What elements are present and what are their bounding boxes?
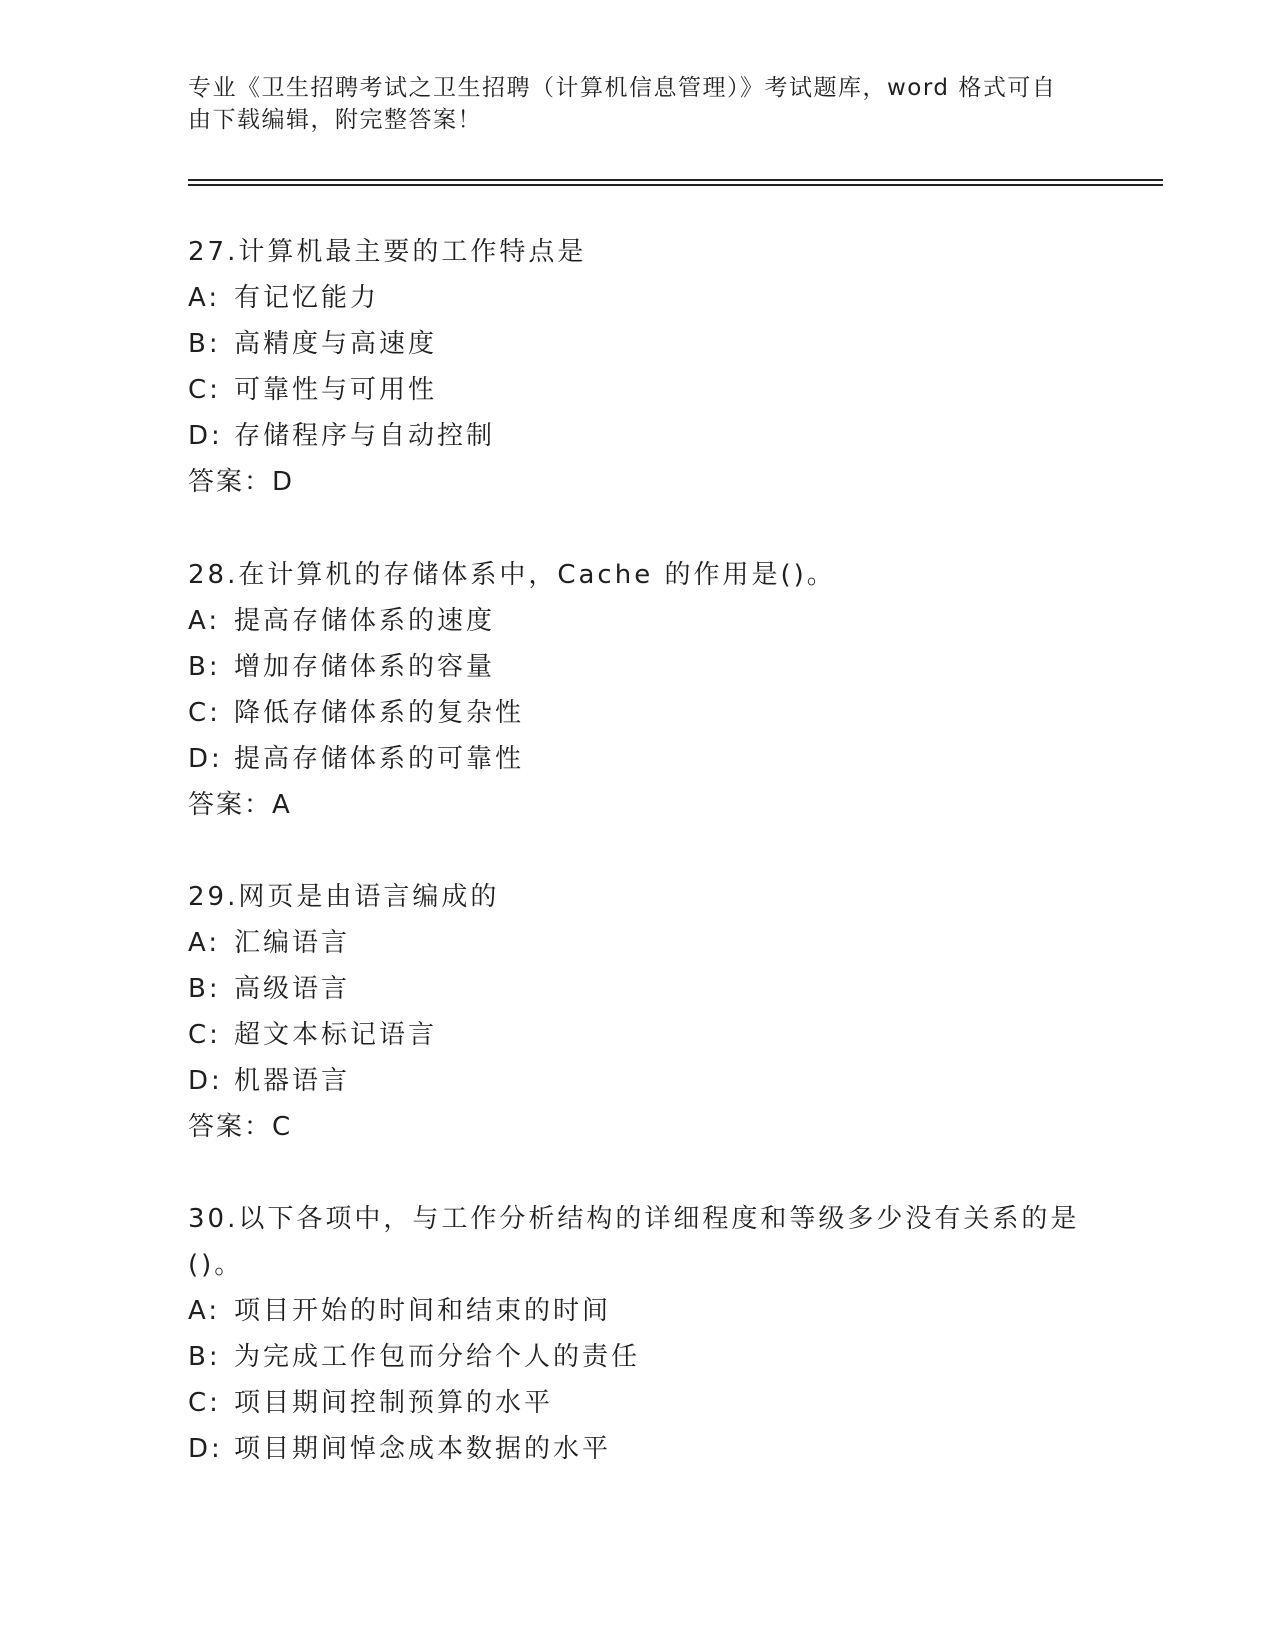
option-letter: B: [188, 652, 221, 682]
header-divider-top [188, 179, 1163, 181]
option-d [188, 736, 1088, 782]
option-b [188, 1334, 1088, 1380]
question-29 [188, 874, 1088, 1150]
question-title: 28.在计算机的存储体系中，Cache 的作用是()。 [188, 560, 836, 590]
option-b [188, 966, 1088, 1012]
option-letter: D: [188, 744, 223, 774]
option-text: 机器语言 [234, 1066, 351, 1096]
option-c [188, 367, 1088, 413]
option-text: 高级语言 [234, 974, 351, 1004]
option-letter: D: [188, 1066, 223, 1096]
option-letter: B: [188, 974, 221, 1004]
option-letter: C: [188, 1020, 221, 1050]
question-title: 29.网页是由语言编成的 [188, 882, 500, 912]
option-letter: C: [188, 375, 221, 405]
answer: 答案：C [188, 1112, 293, 1142]
question-title-continuation: ()。 [188, 1250, 244, 1280]
option-a [188, 1288, 1088, 1334]
header-divider-bottom [188, 184, 1163, 186]
option-text: 提高存储体系的可靠性 [234, 744, 525, 774]
question-title: 30.以下各项中，与工作分析结构的详细程度和等级多少没有关系的是 [188, 1204, 1080, 1234]
answer: 答案：A [188, 790, 292, 820]
header-line-1: 专业《卫生招聘考试之卫生招聘（计算机信息管理）》考试题库，word 格式可自 [188, 75, 1057, 101]
option-text: 项目期间悼念成本数据的水平 [234, 1434, 612, 1464]
option-letter: C: [188, 698, 221, 728]
option-letter: C: [188, 1388, 221, 1418]
option-text: 可靠性与可用性 [234, 375, 438, 405]
option-letter: A: [188, 1296, 221, 1326]
option-text: 存储程序与自动控制 [234, 421, 496, 451]
option-letter: B: [188, 329, 221, 359]
option-c [188, 1380, 1088, 1426]
option-text: 项目开始的时间和结束的时间 [234, 1296, 612, 1326]
option-text: 有记忆能力 [234, 283, 380, 313]
option-a [188, 920, 1088, 966]
question-30 [188, 1196, 1088, 1472]
option-d [188, 413, 1088, 459]
option-text: 项目期间控制预算的水平 [234, 1388, 554, 1418]
question-title: 27.计算机最主要的工作特点是 [188, 237, 587, 267]
answer: 答案：D [188, 467, 295, 497]
option-text: 增加存储体系的容量 [234, 652, 496, 682]
option-text: 为完成工作包而分给个人的责任 [234, 1342, 641, 1372]
option-text: 超文本标记语言 [234, 1020, 438, 1050]
option-text: 汇编语言 [234, 928, 351, 958]
question-27 [188, 229, 1088, 505]
header-line-2: 由下载编辑，附完整答案！ [188, 107, 482, 133]
option-letter: D: [188, 421, 223, 451]
option-b [188, 644, 1088, 690]
option-a [188, 598, 1088, 644]
option-letter: A: [188, 283, 221, 313]
option-text: 提高存储体系的速度 [234, 606, 496, 636]
option-c [188, 1012, 1088, 1058]
option-d [188, 1426, 1088, 1472]
option-text: 降低存储体系的复杂性 [234, 698, 525, 728]
option-b [188, 321, 1088, 367]
option-letter: A: [188, 928, 221, 958]
option-letter: A: [188, 606, 221, 636]
option-letter: B: [188, 1342, 221, 1372]
option-c [188, 690, 1088, 736]
option-d [188, 1058, 1088, 1104]
document-header [188, 72, 1088, 136]
question-28 [188, 552, 1088, 828]
option-letter: D: [188, 1434, 223, 1464]
option-a [188, 275, 1088, 321]
option-text: 高精度与高速度 [234, 329, 438, 359]
